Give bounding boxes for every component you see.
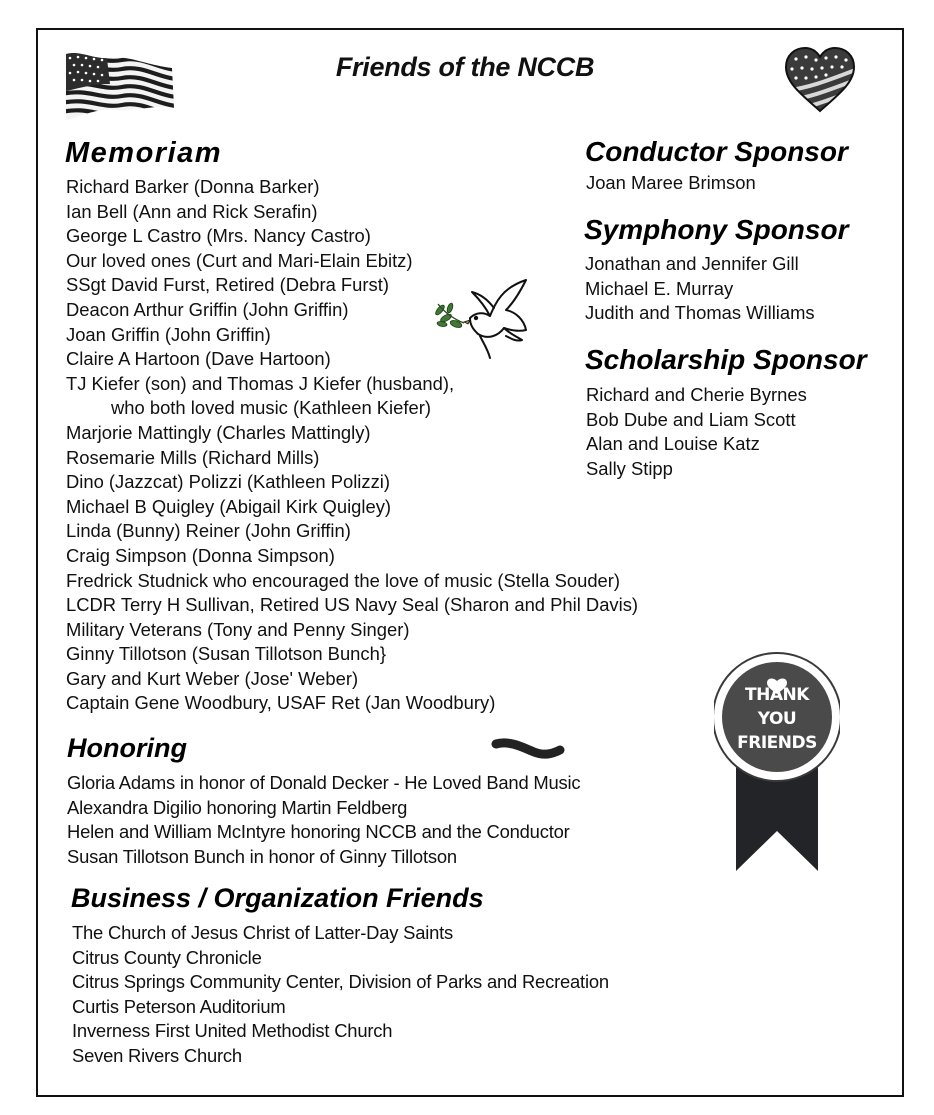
list-item: Rosemarie Mills (Richard Mills) bbox=[66, 446, 320, 468]
list-item: Claire A Hartoon (Dave Hartoon) bbox=[66, 348, 331, 370]
thank-you-ribbon-badge-icon bbox=[714, 647, 840, 873]
memoriam-list bbox=[66, 175, 638, 716]
badge-line-3: FRIENDS bbox=[737, 733, 817, 753]
list-item: Inverness First United Methodist Church bbox=[72, 1020, 393, 1042]
list-item: Dino (Jazzcat) Polizzi (Kathleen Polizzi) bbox=[66, 471, 390, 493]
us-flag-heart-icon bbox=[782, 45, 858, 115]
list-item: Gloria Adams in honor of Donald Decker - He Loved Band Music bbox=[67, 772, 581, 793]
list-item: Our loved ones (Curt and Mari-Elain Ebitz) bbox=[66, 249, 413, 271]
list-item: Citrus Springs Community Center, Division of Parks and Recreation bbox=[72, 971, 609, 993]
list-item: Marjorie Mattingly (Charles Mattingly) bbox=[66, 421, 371, 443]
scholarship-sponsor-heading: Scholarship Sponsor bbox=[585, 344, 867, 375]
list-item: Susan Tillotson Bunch in honor of Ginny Tillotson bbox=[67, 845, 457, 867]
badge-line-1: THANK bbox=[745, 685, 809, 705]
badge-line-2: YOU bbox=[757, 709, 797, 729]
list-item-continuation: who both loved music (Kathleen Kiefer) bbox=[111, 397, 431, 419]
list-item: Citrus County Chronicle bbox=[72, 946, 262, 968]
list-item: Linda (Bunny) Reiner (John Griffin) bbox=[66, 520, 351, 542]
conductor-sponsor-list bbox=[586, 171, 756, 196]
list-item: Ian Bell (Ann and Rick Serafin) bbox=[66, 200, 318, 222]
list-item: LCDR Terry H Sullivan, Retired US Navy Seal (Sharon and Phil Davis) bbox=[66, 594, 639, 616]
symphony-sponsor-heading: Symphony Sponsor bbox=[584, 214, 849, 245]
list-item: Fredrick Studnick who encouraged the love of music (Stella Souder) bbox=[66, 569, 621, 591]
conductor-sponsor-heading: Conductor Sponsor bbox=[585, 136, 848, 167]
list-item: Michael E. Murray bbox=[585, 277, 734, 299]
list-item: Joan Maree Brimson bbox=[586, 172, 756, 193]
list-item: Alexandra Digilio honoring Martin Feldberg bbox=[67, 796, 408, 818]
list-item: Gary and Kurt Weber (Jose' Weber) bbox=[66, 667, 359, 689]
peace-dove-icon bbox=[432, 278, 532, 360]
business-list bbox=[72, 921, 609, 1069]
list-item: Michael B Quigley (Abigail Kirk Quigley) bbox=[66, 495, 392, 517]
list-item: Judith and Thomas Williams bbox=[585, 302, 815, 324]
list-item: Sally Stipp bbox=[586, 457, 673, 479]
honoring-list bbox=[67, 771, 580, 869]
list-item: Seven Rivers Church bbox=[72, 1044, 242, 1066]
list-item: George L Castro (Mrs. Nancy Castro) bbox=[66, 225, 371, 247]
list-item: The Church of Jesus Christ of Latter-Day Saints bbox=[72, 922, 454, 943]
list-item: Military Veterans (Tony and Penny Singer) bbox=[66, 618, 410, 640]
list-item: Richard Barker (Donna Barker) bbox=[66, 176, 320, 197]
list-item: SSgt David Furst, Retired (Debra Furst) bbox=[66, 274, 389, 296]
list-item: Helen and William McIntyre honoring NCCB and the Conductor bbox=[67, 821, 570, 843]
memoriam-heading: Memoriam bbox=[65, 137, 223, 169]
list-item: Jonathan and Jennifer Gill bbox=[585, 253, 799, 274]
list-item: Bob Dube and Liam Scott bbox=[586, 408, 796, 430]
ink-squiggle-mark bbox=[490, 736, 566, 760]
list-item: Curtis Peterson Auditorium bbox=[72, 995, 286, 1017]
list-item: Craig Simpson (Donna Simpson) bbox=[66, 544, 335, 566]
list-item: Richard and Cherie Byrnes bbox=[586, 384, 807, 405]
list-item: Joan Griffin (John Griffin) bbox=[66, 323, 271, 345]
list-item: Captain Gene Woodbury, USAF Ret (Jan Woodbury) bbox=[66, 692, 496, 714]
honoring-heading: Honoring bbox=[67, 733, 187, 763]
list-item: Deacon Arthur Griffin (John Griffin) bbox=[66, 298, 349, 320]
symphony-sponsor-list bbox=[585, 252, 815, 326]
scholarship-sponsor-list bbox=[586, 383, 807, 481]
business-heading: Business / Organization Friends bbox=[71, 883, 484, 913]
list-item: Alan and Louise Katz bbox=[586, 433, 760, 455]
list-item: Ginny Tillotson (Susan Tillotson Bunch} bbox=[66, 643, 386, 665]
page-title: Friends of the NCCB bbox=[335, 52, 595, 82]
list-item: TJ Kiefer (son) and Thomas J Kiefer (husband), bbox=[66, 372, 455, 394]
